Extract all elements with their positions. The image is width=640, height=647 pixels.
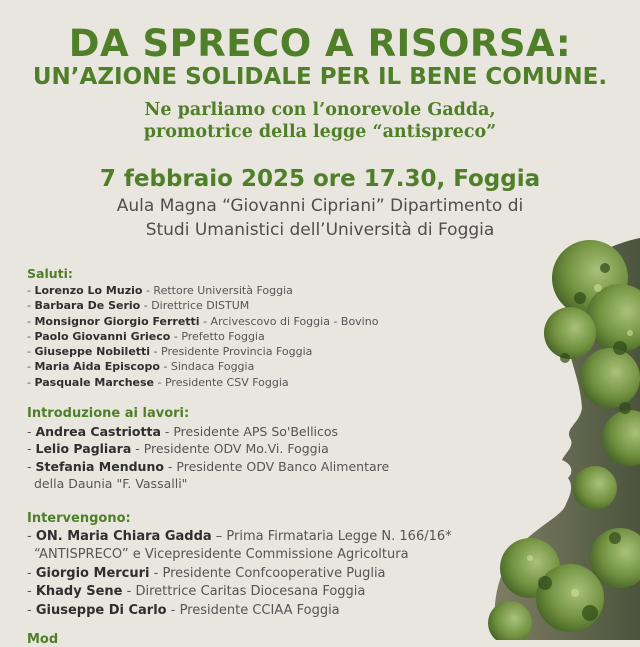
speaker-name: ON. Maria Chiara Gadda [35,529,212,544]
list-item: - Paolo Giovanni Grieco - Prefetto Foggia [27,329,265,343]
subtitle-line-1: Ne parliamo con l’onorevole Gadda, [144,100,496,120]
speaker-name: Giuseppe Di Carlo [35,602,167,618]
saluti-list [27,283,527,390]
list-item: - Giuseppe Di Carlo - Presidente CCIAA Foggia [27,602,340,618]
speaker-name: Maria Aida Episcopo [34,360,160,374]
speaker-role: - Direttrice Caritas Diocesana Foggia [122,584,366,600]
speaker-role: - Presidente APS So'Bellicos [160,424,339,439]
speaker-name: Pasquale Marchese [34,375,155,389]
intervengono-heading: Intervengono: [27,511,131,526]
speaker-name: Barbara De Serio [34,299,141,313]
moderator-heading-partial: Mod [27,632,59,647]
venue-line-2: Studi Umanistici dell’Università di Foggia [145,220,495,240]
intervengono-list [27,528,527,620]
speaker-role: - Rettore Università Foggia [142,284,293,297]
poster-title: DA SPRECO A RISORSA: [68,22,572,65]
list-item: - Lelio Pagliara - Presidente ODV Mo.Vi. Foggia [27,441,329,457]
poster-tagline: UN’AZIONE SOLIDALE PER IL BENE COMUNE. [32,64,608,90]
speaker-name: Stefania Menduno [35,458,164,474]
list-item: - Monsignor Giorgio Ferretti - Arcivescovo di Foggia - Bovino [27,314,379,328]
speaker-role: – Prima Firmataria Legge N. 166/16* [211,529,452,544]
list-item: - Stefania Menduno - Presidente ODV Banco Alimentare della Daunia "F. Vassalli" [27,458,527,493]
list-item: - Khady Sene - Direttrice Caritas Diocesana Foggia [27,584,366,600]
list-item: - Barbara De Serio - Direttrice DISTUM [27,299,250,313]
list-item: - Andrea Castriotta - Presidente APS So'Bellicos [27,424,339,439]
list-item: - Pasquale Marchese - Presidente CSV Foggia [27,375,289,389]
intervengono-section [27,511,527,620]
speaker-role: - Presidente CCIAA Foggia [166,602,340,618]
saluti-heading: Saluti: [27,266,73,281]
subtitle-line-2: promotrice della legge “antispreco” [143,122,497,142]
list-item: - Giuseppe Nobiletti - Presidente Provincia Foggia [27,345,313,359]
event-date: 7 febbraio 2025 ore 17.30, Foggia [99,166,541,192]
introduzione-heading: Introduzione ai lavori: [27,406,190,421]
speaker-role: - Arcivescovo di Foggia - Bovino [199,314,379,328]
speaker-role-continued: “ANTISPRECO” e Vicepresidente Commissione Agricoltura [34,547,409,563]
list-item: - Giorgio Mercuri - Presidente Confcooperative Puglia [27,565,386,581]
introduzione-section [27,406,527,493]
speaker-name: Giuseppe Nobiletti [34,345,151,359]
introduzione-list [27,423,527,493]
speaker-role: - Presidente ODV Mo.Vi. Foggia [131,441,329,457]
list-item: - ON. Maria Chiara Gadda – Prima Firmataria Legge N. 166/16* “ANTISPRECO” e Vicepresidente Commissione Agricoltura [27,528,527,565]
speaker-role: - Prefetto Foggia [170,329,265,343]
saluti-section [27,266,527,390]
speaker-role-continued: della Daunia "F. Vassalli" [34,476,188,492]
speaker-name: Paolo Giovanni Grieco [34,329,171,343]
list-item: - Maria Aida Episcopo - Sindaca Foggia [27,360,255,374]
speaker-name: Lelio Pagliara [35,441,132,457]
speaker-name: Khady Sene [35,584,123,600]
speaker-name: Monsignor Giorgio Ferretti [34,314,200,328]
speaker-role: - Presidente Provincia Foggia [150,345,313,359]
speaker-name: Giorgio Mercuri [35,565,150,581]
speaker-name: Lorenzo Lo Muzio [34,284,143,297]
speaker-role: - Direttrice DISTUM [140,299,250,313]
speaker-role: - Presidente ODV Banco Alimentare [163,458,390,474]
venue-line-1: Aula Magna “Giovanni Cipriani” Dipartimento di [116,196,524,216]
speaker-name: Andrea Castriotta [35,424,161,439]
speaker-role: - Presidente Confcooperative Puglia [149,565,386,581]
speaker-role: - Sindaca Foggia [159,360,255,374]
speaker-role: - Presidente CSV Foggia [154,375,289,389]
list-item: - Lorenzo Lo Muzio - Rettore Università Foggia [27,284,293,297]
